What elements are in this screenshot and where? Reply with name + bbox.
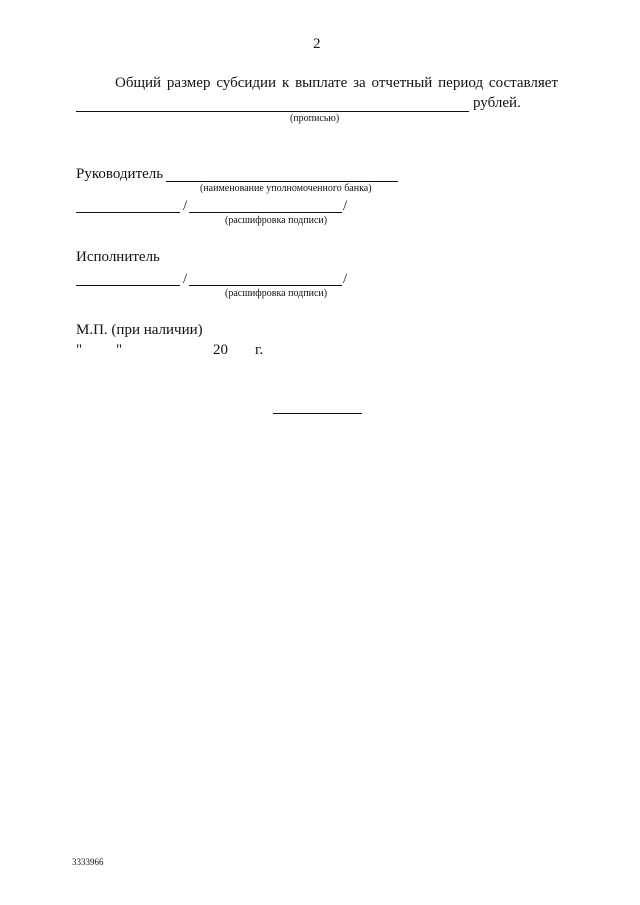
executor-signature-field[interactable] [76,285,180,286]
executor-signature-decoding-field[interactable] [189,285,342,286]
closing-separator [273,413,362,414]
head-slash-2: / [343,198,348,214]
bank-name-hint: (наименование уполномоченного банка) [200,183,372,194]
executor-slash-1: / [183,271,188,287]
stamp-label: М.П. (при наличии) [76,322,203,338]
head-label: Руководитель [76,166,164,182]
subsidy-paragraph: Общий размер субсидии к выплате за отчетный период составляет [115,75,558,91]
head-signature-hint: (расшифровка подписи) [225,215,328,226]
page-number: 2 [313,36,321,52]
footer-code: 3333966 [72,857,104,867]
head-signature-field[interactable] [76,212,180,213]
head-signature-decoding-field[interactable] [189,212,342,213]
executor-label: Исполнитель [76,249,160,265]
date-quote-open: " [76,342,83,358]
currency-suffix: рублей. [473,95,521,111]
head-slash-1: / [183,198,188,214]
executor-slash-2: / [343,271,348,287]
executor-signature-hint: (расшифровка подписи) [225,288,328,299]
amount-words-field[interactable] [76,111,469,112]
date-year-suffix: г. [255,342,264,358]
date-quote-close: " [116,342,123,358]
date-year-prefix: 20 [213,342,228,358]
bank-name-field[interactable] [166,181,398,182]
amount-words-hint: (прописью) [290,113,340,124]
